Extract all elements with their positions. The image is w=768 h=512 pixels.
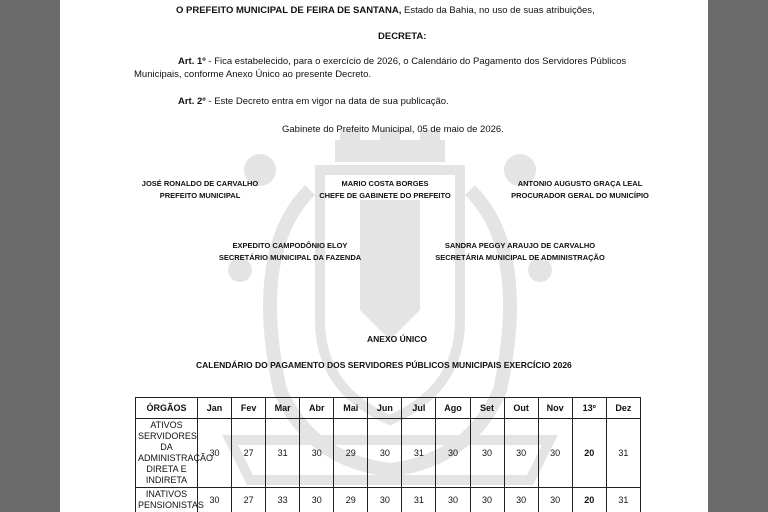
org-line: SERVIDORES DA [138, 431, 197, 452]
org-line: ADMINISTRAÇÃO [138, 453, 214, 463]
table-row [136, 419, 641, 488]
column-header: Jul [402, 398, 436, 419]
column-header: Nov [538, 398, 572, 419]
column-header: Jun [368, 398, 402, 419]
article-1 [178, 56, 626, 67]
table-cell: 30 [470, 419, 504, 488]
intro-paragraph [176, 5, 595, 16]
org-line: ATIVOS [150, 420, 183, 430]
table-cell: 30 [436, 419, 470, 488]
signature-role: SECRETÁRIO MUNICIPAL DA FAZENDA [218, 253, 362, 262]
table-cell: 31 [606, 419, 640, 488]
signature-block [290, 178, 480, 202]
intro-authority: O PREFEITO MUNICIPAL DE FEIRA DE SANTANA, [176, 5, 402, 16]
signature-name: MARIO COSTA BORGES [341, 179, 429, 188]
table-cell: 31 [402, 488, 436, 512]
article-2 [178, 96, 449, 107]
column-header: Ago [436, 398, 470, 419]
decreta-heading: DECRETA: [378, 31, 427, 42]
table-cell: 27 [232, 419, 266, 488]
table-cell: 30 [368, 419, 402, 488]
column-header: Fev [232, 398, 266, 419]
signature-block [400, 240, 640, 264]
table-cell: 30 [368, 488, 402, 512]
table-cell: 30 [198, 488, 232, 512]
column-header: Dez [606, 398, 640, 419]
org-cell [136, 488, 204, 512]
signature-role: PREFEITO MUNICIPAL [159, 191, 241, 200]
signature-role: PROCURADOR GERAL DO MUNICÍPIO [511, 191, 649, 200]
column-header: Mai [334, 398, 368, 419]
table-cell: 30 [504, 488, 538, 512]
column-header: Jan [198, 398, 232, 419]
article-1-text-line1: - Fica estabelecido, para o exercício de 2026, o Calendário do Pagamento dos Servidores Públicos [205, 56, 627, 67]
org-line: INATIVOS [145, 489, 188, 499]
table-cell: 31 [606, 488, 640, 512]
table-cell: 30 [436, 488, 470, 512]
article-1-text-line2: Municipais, conforme Anexo Único ao presente Decreto. [134, 69, 372, 80]
document-page [60, 0, 708, 512]
column-header: Mar [266, 398, 300, 419]
table-cell: 30 [504, 419, 538, 488]
org-line: PENSIONISTAS [138, 500, 204, 510]
table-cell: 31 [266, 419, 300, 488]
table-cell: 30 [198, 419, 232, 488]
table-cell: 31 [402, 419, 436, 488]
article-2-label: Art. 2º [178, 96, 206, 107]
table-cell-13th: 20 [572, 488, 606, 512]
table-cell: 30 [300, 419, 334, 488]
org-line: INDIRETA [145, 475, 188, 485]
table-cell: 29 [334, 419, 368, 488]
column-header: 13º [572, 398, 606, 419]
table-cell: 27 [232, 488, 266, 512]
table-cell: 30 [538, 419, 572, 488]
signature-block [470, 178, 690, 202]
table-cell: 30 [470, 488, 504, 512]
table-cell-13th: 20 [572, 419, 606, 488]
column-header: Out [504, 398, 538, 419]
table-cell: 30 [538, 488, 572, 512]
article-1-label: Art. 1º [178, 56, 206, 67]
signature-name: SANDRA PEGGY ARAUJO DE CARVALHO [444, 241, 596, 250]
signature-name: ANTONIO AUGUSTO GRAÇA LEAL [517, 179, 643, 188]
payment-calendar-table [135, 397, 641, 512]
viewer-frame-left [0, 0, 60, 512]
table-cell: 29 [334, 488, 368, 512]
intro-rest: Estado da Bahia, no uso de suas atribuições, [401, 5, 595, 16]
table-row [136, 488, 641, 512]
signature-name: JOSÉ RONALDO DE CARVALHO [141, 179, 259, 188]
column-header: ÓRGÃOS [136, 398, 198, 419]
org-line: DIRETA E [146, 464, 187, 474]
place-date: Gabinete do Prefeito Municipal, 05 de maio de 2026. [282, 124, 504, 135]
org-cell [136, 419, 214, 488]
signature-block [190, 240, 390, 264]
column-header: Abr [300, 398, 334, 419]
signature-role: SECRETÁRIA MUNICIPAL DE ADMINISTRAÇÃO [435, 253, 605, 262]
signature-block [100, 178, 300, 202]
table-cell: 30 [300, 488, 334, 512]
signature-role: CHEFE DE GABINETE DO PREFEITO [319, 191, 451, 200]
column-header: Set [470, 398, 504, 419]
calendar-title: CALENDÁRIO DO PAGAMENTO DOS SERVIDORES PÚBLICOS MUNICIPAIS EXERCÍCIO 2026 [196, 360, 572, 370]
annex-title: ANEXO ÚNICO [367, 334, 427, 344]
viewer-frame-right [708, 0, 768, 512]
table-header-row [136, 398, 641, 419]
table-cell: 33 [266, 488, 300, 512]
article-2-text: - Este Decreto entra em vigor na data de sua publicação. [205, 96, 449, 107]
signature-name: EXPEDITO CAMPODÔNIO ELOY [232, 241, 348, 250]
